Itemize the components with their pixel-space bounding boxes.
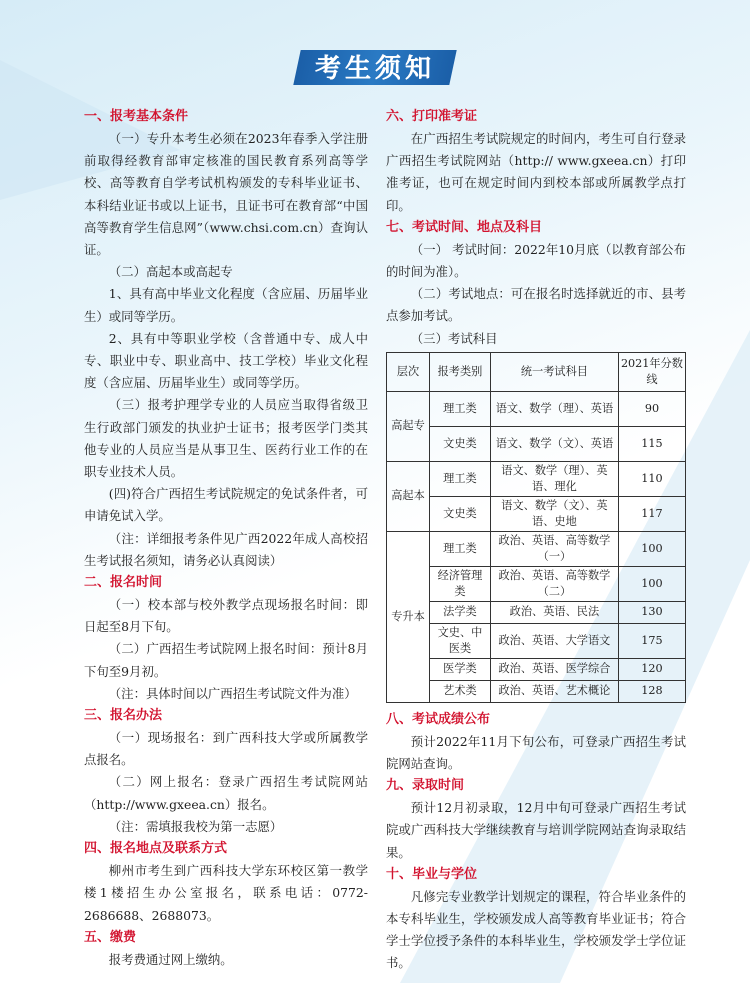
- paragraph: （二）高起本或高起专: [108, 264, 233, 280]
- table-cell: 117: [618, 496, 685, 531]
- paragraph: 预计12月初录取，12月中旬可登录广西招生考试院或广西科技大学继续教育与培训学院网站查询录取结果。: [386, 800, 686, 860]
- paragraph: 报考费通过网上缴纳。: [108, 951, 233, 967]
- section-heading: 四、报名地点及联系方式: [84, 841, 228, 857]
- table-header-cell: 报考类别: [430, 352, 491, 391]
- table-cell: 理工类: [430, 391, 491, 426]
- table-cell: 语文、数学（文）、英语、史地: [490, 496, 618, 531]
- paragraph: （二）考试地点：可在报名时选择就近的市、县考点参加考试。: [386, 286, 686, 324]
- table-row: [387, 531, 686, 566]
- table-header-cell: 统一考试科目: [490, 352, 618, 391]
- table-cell: 100: [618, 531, 685, 566]
- table-row: [387, 601, 686, 623]
- right-column: [386, 106, 686, 975]
- table-header-cell: 层次: [387, 352, 430, 391]
- paragraph: 预计2022年11月下旬公布，可登录广西招生考试院网站查询。: [386, 733, 686, 772]
- section-heading: 二、报名时间: [84, 575, 163, 591]
- table-group-cell: 专升本: [387, 531, 430, 702]
- table-row: [387, 461, 686, 496]
- paragraph: 柳州市考生到广西科技大学东环校区第一教学楼1楼招生办公室报名，联系电话：0772-2686688、2688073。: [84, 863, 368, 923]
- table-row: [387, 623, 686, 658]
- table-cell: 政治、英语、高等数学（二）: [490, 566, 618, 601]
- table-cell: 120: [618, 658, 685, 680]
- section-heading: 一、报考基本条件: [84, 109, 189, 124]
- paragraph: 1、具有高中毕业文化程度（含应届、历届毕业生）或同等学历。: [84, 286, 368, 324]
- title-area: [0, 44, 750, 89]
- table-cell: 文史类: [430, 496, 491, 531]
- table-cell: 经济管理类: [430, 566, 491, 601]
- table-cell: 90: [618, 391, 685, 426]
- exam-subjects-table: [386, 352, 686, 703]
- table-cell: 115: [618, 426, 685, 461]
- paragraph: （二）广西招生考试院网上报名时间：预计8月下旬至9月初。: [84, 641, 368, 679]
- table-cell: 语文、数学（理）、英语、理化: [490, 461, 618, 496]
- table-cell: 100: [618, 566, 685, 601]
- table-cell: 理工类: [430, 461, 491, 496]
- table-header-row: [387, 352, 686, 391]
- table-cell: 理工类: [430, 531, 491, 566]
- table-group-cell: 高起专: [387, 391, 430, 461]
- paragraph: （一）校本部与校外教学点现场报名时间：即日起至8月下旬。: [84, 597, 368, 635]
- section-heading: 八、考试成绩公布: [386, 711, 491, 727]
- section-heading: 七、考试时间、地点及科目: [386, 219, 543, 235]
- table-cell: 艺术类: [430, 680, 491, 702]
- table-cell: 政治、英语、医学综合: [490, 658, 618, 680]
- table-group-cell: 高起本: [387, 461, 430, 531]
- table-cell: 175: [618, 623, 685, 658]
- paragraph: （一）现场报名：到广西科技大学或所属教学点报名。: [84, 730, 368, 768]
- section-heading: 五、缴费: [84, 929, 137, 945]
- table-cell: 语文、数学（理）、英语: [490, 391, 618, 426]
- table-cell: 110: [618, 461, 685, 496]
- table-row: [387, 566, 686, 601]
- page-title-banner: [297, 44, 453, 89]
- table-row: [387, 496, 686, 531]
- section-heading: 六、打印准考证: [386, 109, 478, 124]
- page-title: 考生须知: [314, 54, 435, 84]
- paragraph: 在广西招生考试院规定的时间内，考生可自行登录广西招生考试院网站（http:// www.gxeea.cn）打印准考证，也可在规定时间内到校本部或所属教学点打印。: [386, 131, 686, 213]
- table-header-cell: 2021年分数线: [618, 352, 685, 391]
- table-row: [387, 391, 686, 426]
- table-cell: 128: [618, 680, 685, 702]
- section-heading: 九、录取时间: [386, 778, 465, 794]
- paragraph: （三）考试科目: [410, 330, 498, 346]
- section-heading: 十、毕业与学位: [386, 866, 478, 882]
- paragraph: （注：详细报考条件见广西2022年成人高校招生考试报名须知，请务必认真阅读）: [84, 530, 368, 568]
- paragraph: （一）专升本考生必须在2023年春季入学注册前取得经教育部审定核准的国民教育系列高等学校、高等教育自学考试机构颁发的专科毕业证书、本科结业证书或以上证书，且证书可在教育部“中国高等教育学生信息网”（www.chsi.com.cn）查询认证。: [84, 131, 368, 258]
- table-cell: 法学类: [430, 601, 491, 623]
- paragraph: （注：需填报我校为第一志愿）: [108, 818, 283, 834]
- table-cell: 政治、英语、民法: [490, 601, 618, 623]
- paragraph: （三）报考护理学专业的人员应当取得省级卫生行政部门颁发的执业护士证书；报考医学门类其他专业的人员应当是从事卫生、医药行业工作的在职专业技术人员。: [84, 397, 368, 480]
- paragraph: （一） 考试时间：2022年10月底（以教育部公布的时间为准）。: [386, 241, 686, 280]
- table-row: [387, 680, 686, 702]
- paragraph: （注：具体时间以广西招生考试院文件为准）: [108, 685, 357, 701]
- table-cell: 130: [618, 601, 685, 623]
- table-row: [387, 426, 686, 461]
- section-heading: 三、报名办法: [84, 708, 163, 724]
- table-cell: 文史、中医类: [430, 623, 491, 658]
- left-column: [84, 106, 368, 971]
- paragraph: 2、具有中等职业学校（含普通中专、成人中专、职业中专、职业高中、技工学校）毕业文化程度（含应届、历届毕业生）或同等学历。: [84, 330, 368, 391]
- table-row: [387, 658, 686, 680]
- table-cell: 语文、数学（文）、英语: [490, 426, 618, 461]
- table-cell: 政治、英语、大学语文: [490, 623, 618, 658]
- paragraph: (四)符合广西招生考试院规定的免试条件者，可申请免试入学。: [84, 486, 368, 524]
- table-cell: 政治、英语、高等数学（一）: [490, 531, 618, 566]
- table-cell: 医学类: [430, 658, 491, 680]
- paragraph: 凡修完专业教学计划规定的课程，符合毕业条件的本专科毕业生，学校颁发成人高等教育毕业证书；符合学士学位授予条件的本科毕业生，学校颁发学士学位证书。: [386, 888, 686, 971]
- table-cell: 文史类: [430, 426, 491, 461]
- paragraph: （二）网上报名：登录广西招生考试院网站（http://www.gxeea.cn）报名。: [84, 774, 368, 812]
- table-cell: 政治、英语、艺术概论: [490, 680, 618, 702]
